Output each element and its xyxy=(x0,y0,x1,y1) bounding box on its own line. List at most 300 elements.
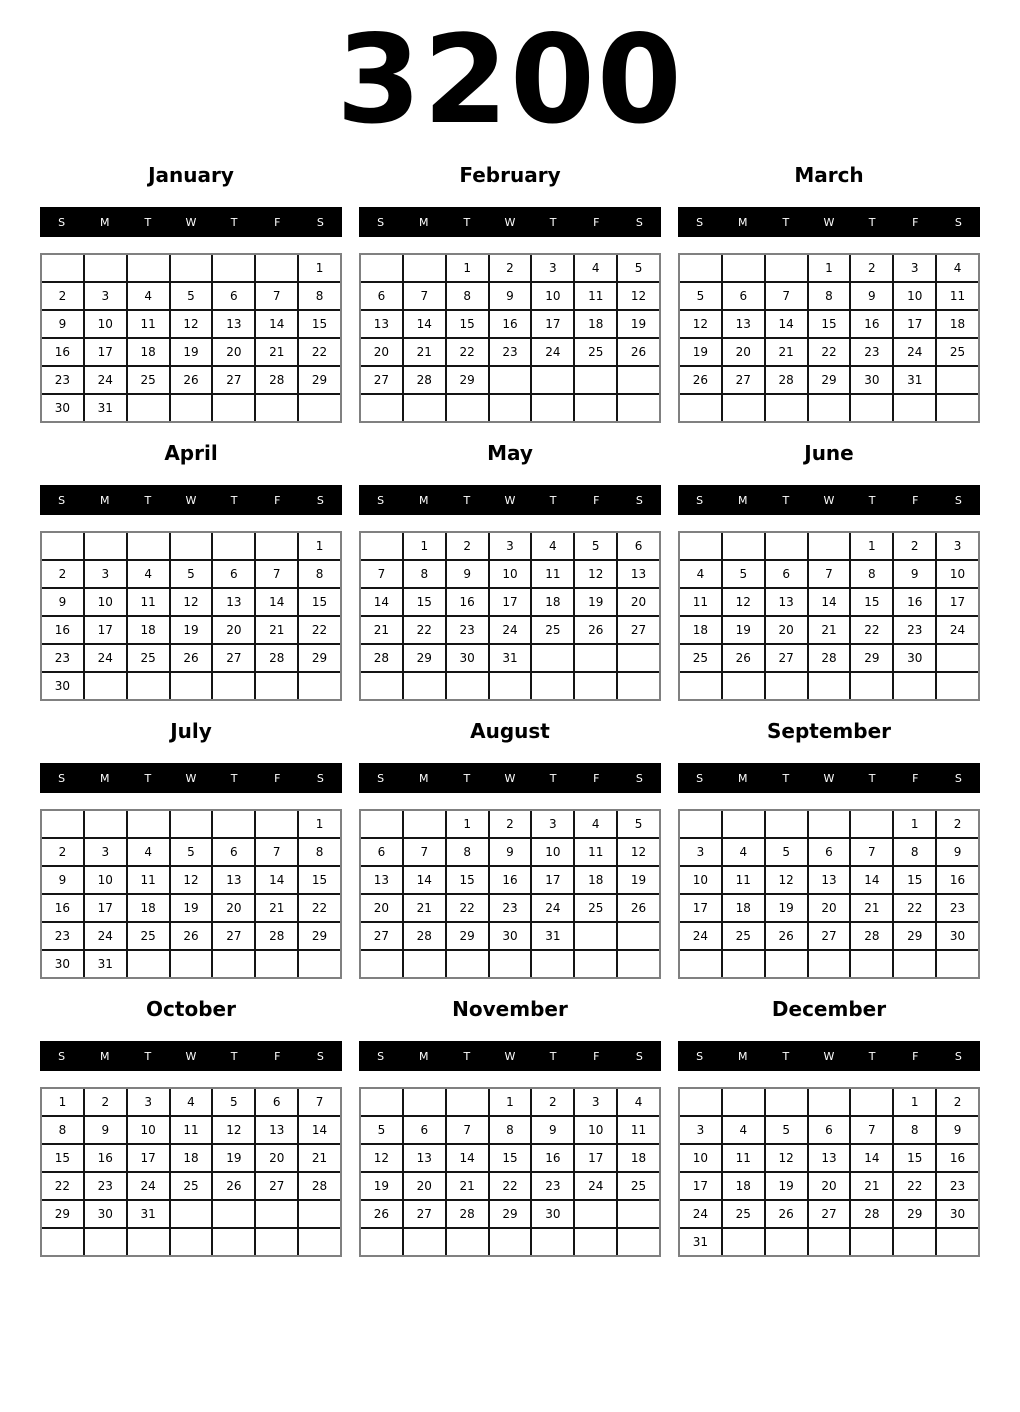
empty-date-cell xyxy=(361,1229,402,1255)
date-cell: 15 xyxy=(299,867,340,893)
date-cell: 10 xyxy=(575,1117,616,1143)
empty-date-cell xyxy=(723,255,764,281)
date-cell: 2 xyxy=(490,255,531,281)
date-cell: 3 xyxy=(532,255,573,281)
date-cell: 3 xyxy=(937,533,978,559)
empty-date-cell xyxy=(490,395,531,421)
month-title: April xyxy=(164,441,218,465)
date-cell: 4 xyxy=(128,283,169,309)
date-cell: 28 xyxy=(256,645,297,671)
empty-date-cell xyxy=(766,255,807,281)
date-cell: 26 xyxy=(361,1201,402,1227)
weekday-label: T xyxy=(144,493,152,507)
date-cell: 17 xyxy=(680,895,721,921)
date-cell: 9 xyxy=(447,561,488,587)
date-cell: 23 xyxy=(937,1173,978,1199)
date-cell: 4 xyxy=(618,1089,659,1115)
weekday-label: W xyxy=(185,1049,197,1063)
date-cell: 9 xyxy=(937,839,978,865)
weekday-label: F xyxy=(274,771,281,785)
empty-date-cell xyxy=(42,811,83,837)
date-cell: 25 xyxy=(575,339,616,365)
date-cell: 10 xyxy=(85,311,126,337)
date-cell: 6 xyxy=(213,283,254,309)
date-cell: 2 xyxy=(42,283,83,309)
date-cell: 5 xyxy=(213,1089,254,1115)
weekday-label: F xyxy=(274,1049,281,1063)
date-cell: 12 xyxy=(766,1145,807,1171)
date-cell: 11 xyxy=(171,1117,212,1143)
empty-date-cell xyxy=(128,255,169,281)
date-cell: 7 xyxy=(851,1117,892,1143)
date-cell: 17 xyxy=(680,1173,721,1199)
date-cell: 31 xyxy=(128,1201,169,1227)
weekday-label: T xyxy=(230,493,238,507)
month-block xyxy=(678,716,980,979)
date-cell: 21 xyxy=(299,1145,340,1171)
date-cell: 3 xyxy=(85,283,126,309)
date-cell: 29 xyxy=(447,923,488,949)
empty-date-cell xyxy=(447,673,488,699)
weekday-label: T xyxy=(868,771,876,785)
date-cell: 28 xyxy=(766,367,807,393)
date-cell: 1 xyxy=(447,255,488,281)
date-cell: 8 xyxy=(447,839,488,865)
date-cell: 3 xyxy=(680,1117,721,1143)
date-cell: 12 xyxy=(618,839,659,865)
date-cell: 29 xyxy=(894,923,935,949)
date-cell: 2 xyxy=(85,1089,126,1115)
empty-date-cell xyxy=(490,673,531,699)
date-cell: 31 xyxy=(85,395,126,421)
date-cell: 29 xyxy=(809,367,850,393)
month-block xyxy=(40,438,342,701)
date-cell: 9 xyxy=(42,589,83,615)
date-cell: 23 xyxy=(85,1173,126,1199)
empty-date-cell xyxy=(937,673,978,699)
date-cell: 18 xyxy=(937,311,978,337)
weekday-label: W xyxy=(504,771,516,785)
date-cell: 24 xyxy=(894,339,935,365)
date-cell: 6 xyxy=(213,839,254,865)
weekday-label: T xyxy=(230,215,238,229)
date-cell: 12 xyxy=(766,867,807,893)
empty-date-cell xyxy=(532,951,573,977)
date-cell: 25 xyxy=(128,367,169,393)
month-block xyxy=(678,160,980,423)
empty-date-cell xyxy=(766,533,807,559)
empty-date-cell xyxy=(171,951,212,977)
date-cell: 25 xyxy=(618,1173,659,1199)
weekday-label: T xyxy=(868,1049,876,1063)
date-cell: 7 xyxy=(361,561,402,587)
date-cell: 9 xyxy=(490,839,531,865)
date-cell: 19 xyxy=(213,1145,254,1171)
date-grid xyxy=(678,253,980,423)
date-cell: 10 xyxy=(680,1145,721,1171)
date-cell: 16 xyxy=(447,589,488,615)
weekday-label: M xyxy=(99,771,110,785)
date-cell: 19 xyxy=(680,339,721,365)
date-cell: 13 xyxy=(809,867,850,893)
date-cell: 26 xyxy=(618,339,659,365)
empty-date-cell xyxy=(404,255,445,281)
date-cell: 18 xyxy=(618,1145,659,1171)
weekday-label: T xyxy=(782,1049,790,1063)
weekday-label: F xyxy=(593,215,600,229)
date-cell: 27 xyxy=(213,367,254,393)
date-cell: 3 xyxy=(532,811,573,837)
empty-date-cell xyxy=(809,1229,850,1255)
month-block xyxy=(40,160,342,423)
weekday-label: S xyxy=(316,771,324,785)
date-cell: 13 xyxy=(404,1145,445,1171)
weekday-label: W xyxy=(823,215,835,229)
date-cell: 10 xyxy=(894,283,935,309)
date-cell: 13 xyxy=(213,867,254,893)
empty-date-cell xyxy=(171,673,212,699)
empty-date-cell xyxy=(680,533,721,559)
date-cell: 31 xyxy=(894,367,935,393)
empty-date-cell xyxy=(256,673,297,699)
date-cell: 22 xyxy=(299,617,340,643)
date-cell: 4 xyxy=(680,561,721,587)
weekday-label: T xyxy=(549,1049,557,1063)
date-cell: 22 xyxy=(299,895,340,921)
date-cell: 21 xyxy=(809,617,850,643)
weekday-label: T xyxy=(144,1049,152,1063)
date-cell: 13 xyxy=(256,1117,297,1143)
date-cell: 14 xyxy=(766,311,807,337)
empty-date-cell xyxy=(299,1229,340,1255)
date-cell: 26 xyxy=(723,645,764,671)
date-cell: 4 xyxy=(575,811,616,837)
date-cell: 9 xyxy=(42,867,83,893)
empty-date-cell xyxy=(575,673,616,699)
date-cell: 31 xyxy=(532,923,573,949)
date-cell: 1 xyxy=(299,255,340,281)
date-cell: 11 xyxy=(618,1117,659,1143)
empty-date-cell xyxy=(490,1229,531,1255)
date-cell: 9 xyxy=(937,1117,978,1143)
empty-date-cell xyxy=(937,395,978,421)
date-cell: 26 xyxy=(171,367,212,393)
date-cell: 13 xyxy=(723,311,764,337)
date-cell: 20 xyxy=(256,1145,297,1171)
date-cell: 12 xyxy=(680,311,721,337)
date-cell: 18 xyxy=(128,617,169,643)
empty-date-cell xyxy=(575,367,616,393)
date-cell: 19 xyxy=(618,311,659,337)
empty-date-cell xyxy=(575,645,616,671)
weekday-label: F xyxy=(912,1049,919,1063)
empty-date-cell xyxy=(937,645,978,671)
date-cell: 9 xyxy=(42,311,83,337)
weekday-label: T xyxy=(782,215,790,229)
weekday-label: S xyxy=(696,771,704,785)
date-cell: 8 xyxy=(42,1117,83,1143)
date-cell: 10 xyxy=(532,839,573,865)
empty-date-cell xyxy=(809,951,850,977)
date-cell: 9 xyxy=(532,1117,573,1143)
date-cell: 5 xyxy=(171,839,212,865)
empty-date-cell xyxy=(937,951,978,977)
empty-date-cell xyxy=(532,645,573,671)
date-cell: 5 xyxy=(723,561,764,587)
empty-date-cell xyxy=(809,533,850,559)
empty-date-cell xyxy=(766,951,807,977)
date-cell: 28 xyxy=(404,923,445,949)
date-cell: 1 xyxy=(894,1089,935,1115)
month-title: October xyxy=(146,997,236,1021)
weekday-label: T xyxy=(549,215,557,229)
empty-date-cell xyxy=(361,811,402,837)
date-cell: 25 xyxy=(128,645,169,671)
date-grid xyxy=(678,809,980,979)
date-cell: 29 xyxy=(299,367,340,393)
date-cell: 14 xyxy=(851,1145,892,1171)
month-title: March xyxy=(794,163,864,187)
date-cell: 17 xyxy=(85,339,126,365)
date-cell: 7 xyxy=(809,561,850,587)
weekday-label: W xyxy=(823,1049,835,1063)
date-cell: 8 xyxy=(299,283,340,309)
date-cell: 3 xyxy=(575,1089,616,1115)
date-cell: 23 xyxy=(447,617,488,643)
weekday-label: M xyxy=(418,1049,429,1063)
empty-date-cell xyxy=(171,811,212,837)
date-cell: 30 xyxy=(937,1201,978,1227)
date-cell: 25 xyxy=(937,339,978,365)
weekday-label: M xyxy=(418,771,429,785)
empty-date-cell xyxy=(851,673,892,699)
month-title: May xyxy=(487,441,533,465)
weekday-label: S xyxy=(696,493,704,507)
month-title: June xyxy=(804,441,854,465)
date-cell: 10 xyxy=(85,589,126,615)
date-cell: 23 xyxy=(42,645,83,671)
date-cell: 30 xyxy=(42,395,83,421)
date-cell: 11 xyxy=(575,283,616,309)
weekday-label: M xyxy=(737,1049,748,1063)
weekday-label: T xyxy=(463,215,471,229)
month-title: September xyxy=(767,719,891,743)
date-cell: 16 xyxy=(937,1145,978,1171)
date-cell: 14 xyxy=(851,867,892,893)
date-cell: 17 xyxy=(532,311,573,337)
empty-date-cell xyxy=(575,951,616,977)
month-title: February xyxy=(459,163,561,187)
date-cell: 20 xyxy=(766,617,807,643)
date-cell: 2 xyxy=(894,533,935,559)
empty-date-cell xyxy=(618,395,659,421)
empty-date-cell xyxy=(680,811,721,837)
empty-date-cell xyxy=(213,255,254,281)
date-cell: 7 xyxy=(256,561,297,587)
date-cell: 28 xyxy=(256,923,297,949)
date-cell: 4 xyxy=(723,1117,764,1143)
date-cell: 16 xyxy=(42,895,83,921)
date-cell: 14 xyxy=(809,589,850,615)
empty-date-cell xyxy=(894,395,935,421)
date-cell: 26 xyxy=(213,1173,254,1199)
empty-date-cell xyxy=(128,811,169,837)
weekday-label: T xyxy=(549,771,557,785)
date-cell: 15 xyxy=(299,311,340,337)
weekday-label: S xyxy=(954,771,962,785)
date-cell: 9 xyxy=(851,283,892,309)
date-cell: 27 xyxy=(809,923,850,949)
empty-date-cell xyxy=(128,951,169,977)
date-cell: 10 xyxy=(680,867,721,893)
date-cell: 7 xyxy=(404,283,445,309)
date-cell: 24 xyxy=(85,367,126,393)
date-cell: 29 xyxy=(299,923,340,949)
date-cell: 20 xyxy=(361,339,402,365)
weekday-label: S xyxy=(316,493,324,507)
empty-date-cell xyxy=(361,255,402,281)
date-cell: 8 xyxy=(299,839,340,865)
date-cell: 12 xyxy=(361,1145,402,1171)
empty-date-cell xyxy=(575,1201,616,1227)
date-cell: 14 xyxy=(404,867,445,893)
date-cell: 14 xyxy=(447,1145,488,1171)
empty-date-cell xyxy=(128,533,169,559)
date-cell: 1 xyxy=(299,533,340,559)
empty-date-cell xyxy=(447,395,488,421)
date-cell: 20 xyxy=(404,1173,445,1199)
empty-date-cell xyxy=(618,367,659,393)
weekday-label: W xyxy=(185,493,197,507)
month-block xyxy=(359,160,661,423)
empty-date-cell xyxy=(361,395,402,421)
date-cell: 7 xyxy=(299,1089,340,1115)
months-grid xyxy=(0,160,1020,1257)
date-cell: 19 xyxy=(361,1173,402,1199)
date-cell: 5 xyxy=(361,1117,402,1143)
date-cell: 14 xyxy=(361,589,402,615)
date-cell: 12 xyxy=(213,1117,254,1143)
empty-date-cell xyxy=(723,1229,764,1255)
date-cell: 25 xyxy=(532,617,573,643)
date-cell: 27 xyxy=(213,645,254,671)
empty-date-cell xyxy=(723,395,764,421)
date-cell: 17 xyxy=(85,617,126,643)
date-cell: 24 xyxy=(575,1173,616,1199)
empty-date-cell xyxy=(85,811,126,837)
date-cell: 24 xyxy=(680,1201,721,1227)
date-cell: 16 xyxy=(532,1145,573,1171)
empty-date-cell xyxy=(809,395,850,421)
date-cell: 26 xyxy=(766,923,807,949)
date-cell: 23 xyxy=(894,617,935,643)
date-cell: 1 xyxy=(894,811,935,837)
date-cell: 16 xyxy=(937,867,978,893)
date-cell: 10 xyxy=(490,561,531,587)
weekday-label: T xyxy=(463,771,471,785)
date-cell: 1 xyxy=(447,811,488,837)
empty-date-cell xyxy=(361,533,402,559)
date-cell: 27 xyxy=(766,645,807,671)
date-cell: 28 xyxy=(447,1201,488,1227)
weekday-label: T xyxy=(144,215,152,229)
date-cell: 28 xyxy=(299,1173,340,1199)
date-cell: 18 xyxy=(680,617,721,643)
weekday-label: W xyxy=(504,215,516,229)
date-cell: 22 xyxy=(447,339,488,365)
date-cell: 2 xyxy=(42,839,83,865)
date-grid xyxy=(40,1087,342,1257)
empty-date-cell xyxy=(256,533,297,559)
empty-date-cell xyxy=(532,1229,573,1255)
date-cell: 22 xyxy=(851,617,892,643)
empty-date-cell xyxy=(809,1089,850,1115)
date-cell: 26 xyxy=(680,367,721,393)
date-cell: 4 xyxy=(532,533,573,559)
empty-date-cell xyxy=(128,673,169,699)
date-cell: 23 xyxy=(490,339,531,365)
date-cell: 15 xyxy=(42,1145,83,1171)
date-cell: 21 xyxy=(361,617,402,643)
empty-date-cell xyxy=(723,1089,764,1115)
empty-date-cell xyxy=(723,533,764,559)
date-cell: 9 xyxy=(490,283,531,309)
date-cell: 18 xyxy=(575,867,616,893)
date-cell: 5 xyxy=(575,533,616,559)
empty-date-cell xyxy=(171,1229,212,1255)
empty-date-cell xyxy=(490,367,531,393)
weekday-label: S xyxy=(635,771,643,785)
date-cell: 6 xyxy=(213,561,254,587)
weekday-label: M xyxy=(99,493,110,507)
empty-date-cell xyxy=(256,1201,297,1227)
date-cell: 27 xyxy=(809,1201,850,1227)
date-cell: 22 xyxy=(894,1173,935,1199)
date-cell: 29 xyxy=(447,367,488,393)
date-cell: 23 xyxy=(42,367,83,393)
weekday-label: S xyxy=(696,1049,704,1063)
date-cell: 19 xyxy=(766,1173,807,1199)
date-cell: 13 xyxy=(618,561,659,587)
date-cell: 1 xyxy=(851,533,892,559)
date-cell: 18 xyxy=(532,589,573,615)
empty-date-cell xyxy=(618,673,659,699)
date-cell: 21 xyxy=(404,895,445,921)
date-cell: 29 xyxy=(299,645,340,671)
weekday-label: S xyxy=(954,1049,962,1063)
date-cell: 18 xyxy=(171,1145,212,1171)
weekday-label: S xyxy=(58,215,66,229)
empty-date-cell xyxy=(128,1229,169,1255)
weekday-label: F xyxy=(593,493,600,507)
date-cell: 30 xyxy=(532,1201,573,1227)
date-cell: 8 xyxy=(894,839,935,865)
date-cell: 24 xyxy=(680,923,721,949)
date-cell: 7 xyxy=(404,839,445,865)
empty-date-cell xyxy=(256,1229,297,1255)
empty-date-cell xyxy=(851,1089,892,1115)
date-cell: 26 xyxy=(575,617,616,643)
weekday-label: S xyxy=(635,493,643,507)
empty-date-cell xyxy=(937,367,978,393)
date-cell: 20 xyxy=(618,589,659,615)
date-cell: 30 xyxy=(42,673,83,699)
date-cell: 31 xyxy=(85,951,126,977)
empty-date-cell xyxy=(85,673,126,699)
date-cell: 19 xyxy=(171,895,212,921)
date-cell: 19 xyxy=(575,589,616,615)
date-cell: 21 xyxy=(256,617,297,643)
